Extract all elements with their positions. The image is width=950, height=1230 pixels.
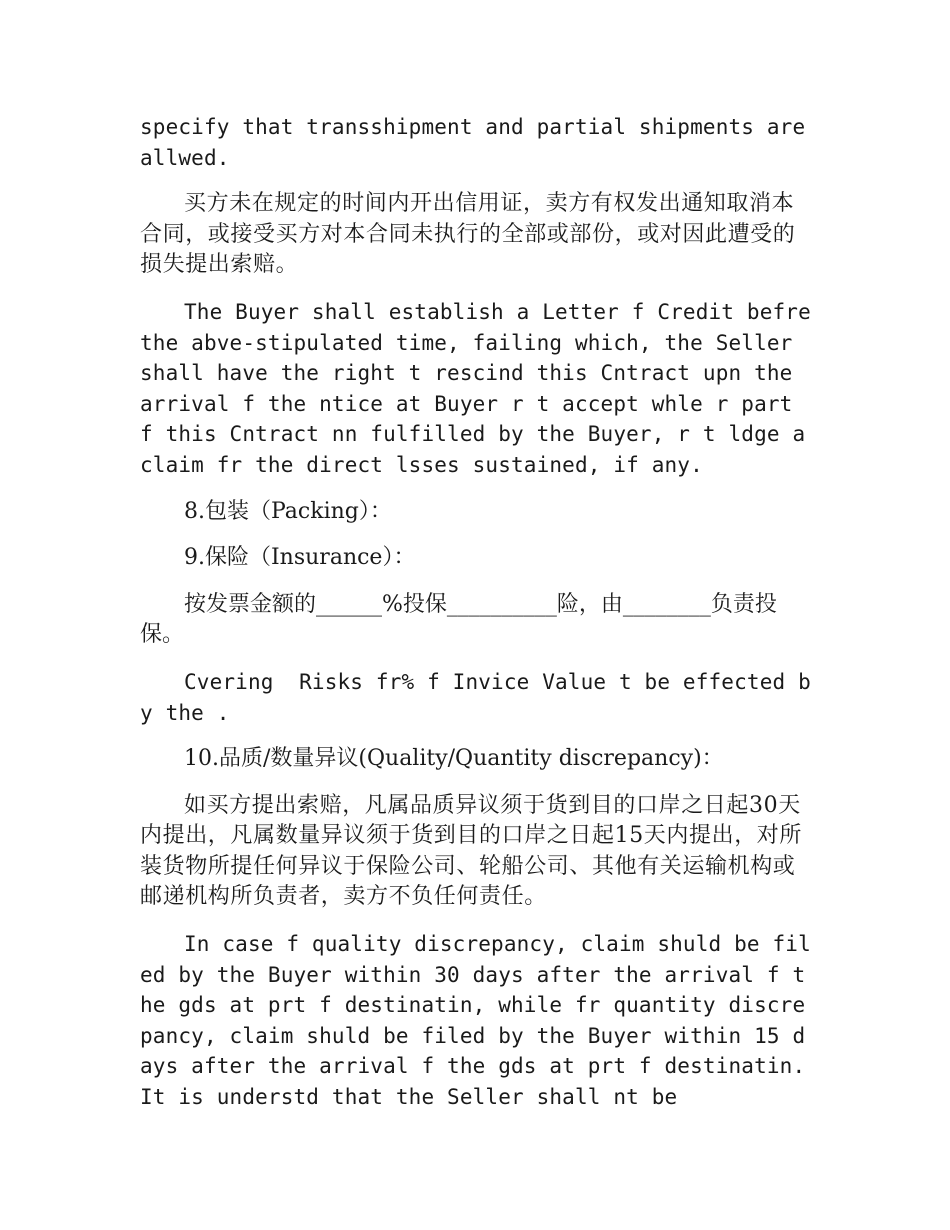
paragraph-insurance-zh: 按发票金额的______%投保__________险，由________负责投保。 [140,591,777,648]
heading-packing: 8.包装（Packing）： [184,498,392,524]
paragraph-lc-failure-en: The Buyer shall establish a Letter f Credit befre the abve-stipulated time, failing which, the Seller shall have the right t rescind this Cntract upn the arrival f the ntice at Buyer r t accept whle r part f this Cntract nn fulfilled by the Buyer, r t ldge a claim fr the direct lsses sustained, if any. [140,299,811,477]
heading-insurance: 9.保险（Insurance）： [184,545,416,571]
document-page [140,112,812,1129]
paragraph-lc-failure-zh: 买方未在规定的时间内开出信用证，卖方有权发出通知取消本合同，或接受买方对本合同未执行的全部或部份，或对因此遭受的损失提出索赔。 [140,191,796,278]
paragraph-insurance-en: Cvering Risks fr% f Invice Value t be effected by the . [140,669,811,725]
heading-quality-quantity: 10.品质/数量异议(Quality/Quantity discrepancy)： [184,746,724,772]
paragraph-discrepancy-en: In case f quality discrepancy, claim shuld be filed by the Buyer within 30 days after the arrival f the gds at prt f destinatin, while fr quantity discrepancy, claim shuld be filed by the Buyer within 15 days after the arrival f the gds at prt f destinatin. It is understd that the Seller shall nt be [140,932,811,1110]
paragraph-discrepancy-zh: 如买方提出索赔，凡属品质异议须于货到目的口岸之日起30天内提出，凡属数量异议须于货到目的口岸之日起15天内提出，对所装货物所提任何异议于保险公司、轮船公司、其他有关运输机构或邮递机构所负责者，卖方不负任何责任。 [140,792,802,910]
paragraph-transshipment-clause-en: specify that transshipment and partial shipments are allwed. [140,115,806,170]
